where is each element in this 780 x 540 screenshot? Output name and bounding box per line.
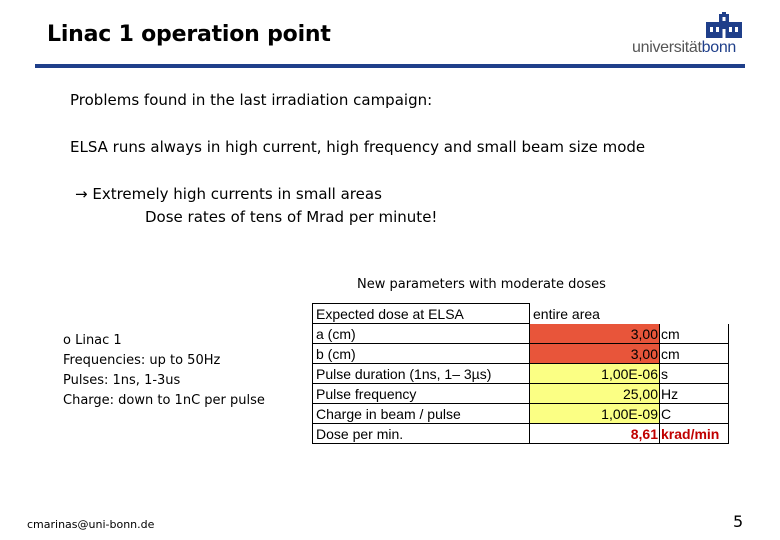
row-value: 3,00: [530, 324, 660, 344]
row-label: Dose per min.: [313, 424, 530, 444]
title-rule: [35, 64, 745, 68]
header-unit-cell: [660, 304, 729, 324]
row-label: Charge in beam / pulse: [313, 404, 530, 424]
elsa-mode-statement: ELSA runs always in high current, high frequency and small beam size mode: [70, 138, 646, 156]
problems-intro: Problems found in the last irradiation campaign:: [70, 91, 433, 109]
university-logo: [630, 12, 748, 58]
row-unit: Hz: [660, 384, 729, 404]
table-row: [313, 404, 729, 424]
table-header-row: [313, 304, 729, 324]
result-value: 8,61: [530, 424, 660, 444]
row-label: b (cm): [313, 344, 530, 364]
logo-text-prefix: universität: [632, 39, 702, 56]
row-label: a (cm): [313, 324, 530, 344]
row-unit: cm: [660, 324, 729, 344]
row-value: 25,00: [530, 384, 660, 404]
logo-wordmark: [632, 39, 736, 57]
header-value-cell: entire area: [533, 305, 600, 322]
author-email: cmarinas@uni-bonn.de: [27, 518, 155, 531]
row-value: 1,00E-09: [530, 404, 660, 424]
logo-text-suffix: bonn: [701, 39, 737, 56]
dose-table: [312, 303, 729, 444]
row-value: 3,00: [530, 344, 660, 364]
row-unit: s: [660, 364, 729, 384]
table-row: [313, 384, 729, 404]
header-label-cell: Expected dose at ELSA: [313, 304, 530, 324]
table-row: [313, 424, 729, 444]
row-value: 1,00E-06: [530, 364, 660, 384]
table-row: [313, 324, 729, 344]
row-unit: cm: [660, 344, 729, 364]
building-emblem-icon: [706, 12, 742, 38]
consequence-line: → Extremely high currents in small areas: [75, 185, 382, 203]
row-unit: C: [660, 404, 729, 424]
table-row: [313, 344, 729, 364]
page-title: Linac 1 operation point: [47, 22, 331, 47]
linac-pulses: Pulses: 1ns, 1-3us: [63, 373, 181, 388]
page-number: 5: [733, 512, 744, 531]
linac-parameters: [63, 331, 265, 411]
linac-charge: Charge: down to 1nC per pulse: [63, 393, 265, 408]
result-unit: krad/min: [660, 424, 729, 444]
linac-heading: o Linac 1: [63, 333, 122, 348]
dose-rate-line: Dose rates of tens of Mrad per minute!: [145, 208, 438, 226]
linac-frequencies: Frequencies: up to 50Hz: [63, 353, 221, 368]
table-row: [313, 364, 729, 384]
row-label: Pulse duration (1ns, 1– 3µs): [313, 364, 530, 384]
row-label: Pulse frequency: [313, 384, 530, 404]
table-caption: New parameters with moderate doses: [357, 277, 606, 292]
